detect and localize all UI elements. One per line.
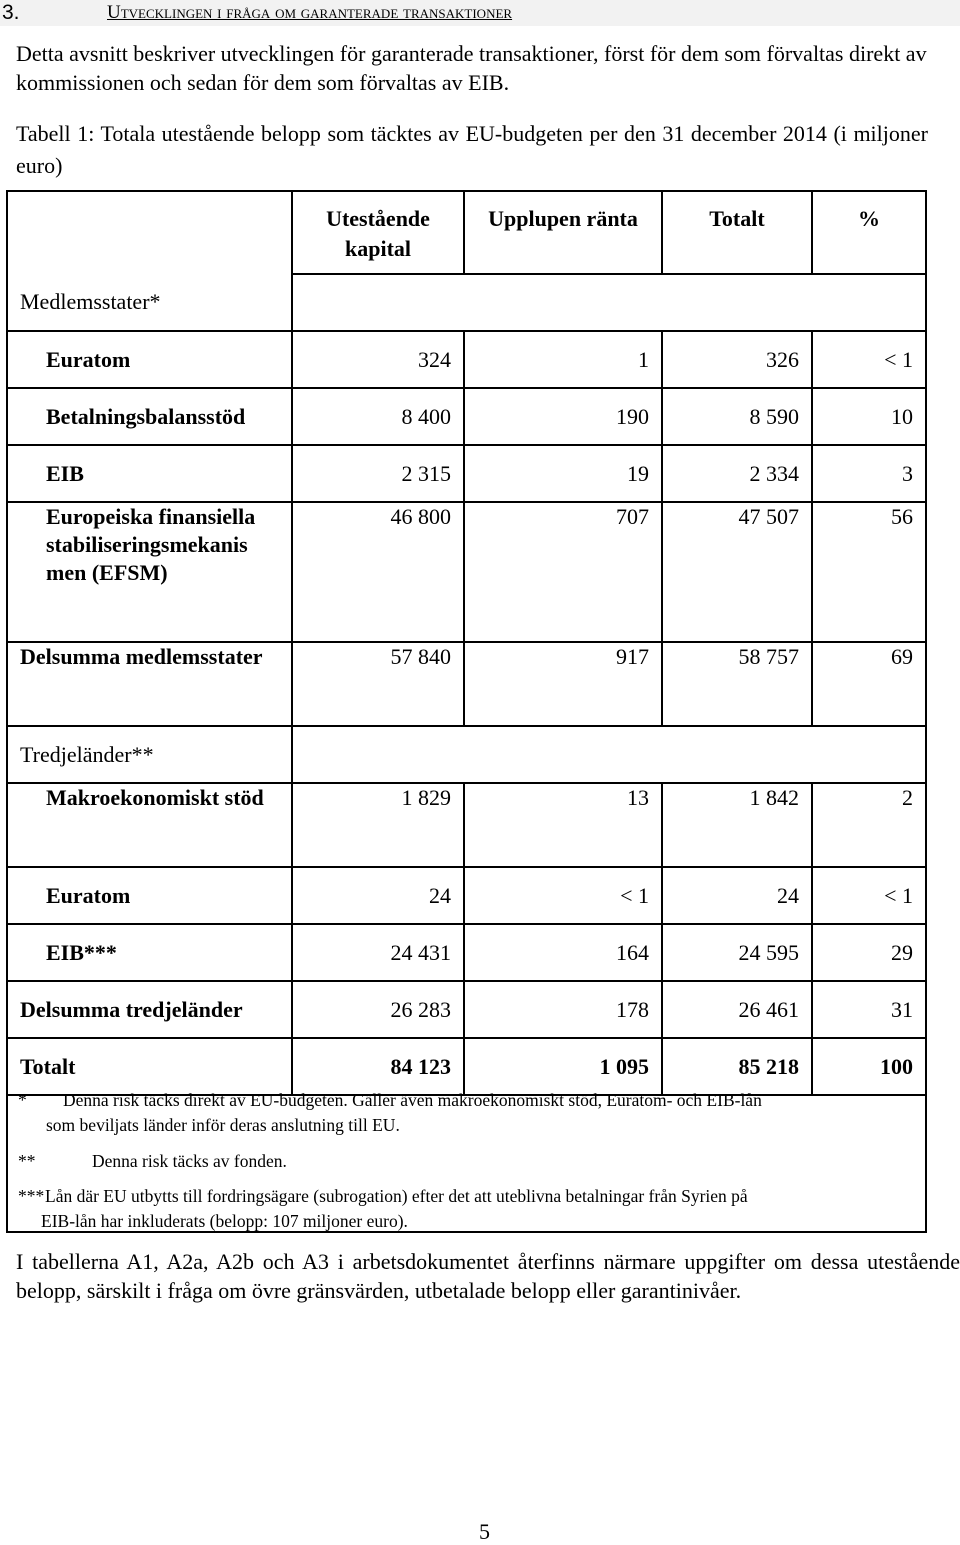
row-label: EIB (7, 445, 292, 502)
cell-capital: 8 400 (292, 388, 464, 445)
cell-interest: < 1 (464, 867, 662, 924)
row-label: Makroekonomiskt stöd (7, 783, 292, 867)
cell-total: 24 (662, 867, 812, 924)
cell-total: 85 218 (662, 1038, 812, 1095)
cell-percent: 56 (812, 502, 926, 642)
footnote-text: Lån där EU utbytts till fordringsägare (subrogation) efter det att uteblivna betalningar från Syrien på (45, 1186, 748, 1206)
cell-percent: 31 (812, 981, 926, 1038)
cell-percent: 3 (812, 445, 926, 502)
cell-capital: 24 (292, 867, 464, 924)
table-row (7, 502, 926, 642)
footnote-text: Denna risk täcks av fonden. (92, 1151, 287, 1171)
row-label: Euratom (7, 331, 292, 388)
group-row-third (7, 726, 926, 783)
cell-total: 24 595 (662, 924, 812, 981)
footnote-text: Denna risk täcks direkt av EU-budgeten. Gäller även makroekonomiskt stöd, Euratom- och EIB-lån (63, 1090, 762, 1110)
cell-interest: 13 (464, 783, 662, 867)
cell-percent: 29 (812, 924, 926, 981)
cell-percent: 69 (812, 642, 926, 726)
row-label: Delsumma medlemsstater (7, 642, 292, 726)
cell-interest: 707 (464, 502, 662, 642)
footnote-text-cont: som beviljats länder inför deras anslutning till EU. (46, 1115, 400, 1135)
section-number: 3. (2, 1, 20, 24)
cell-capital: 84 123 (292, 1038, 464, 1095)
header-interest: Upplupen ränta (464, 191, 662, 274)
cell-percent: < 1 (812, 867, 926, 924)
cell-total: 26 461 (662, 981, 812, 1038)
cell-total: 1 842 (662, 783, 812, 867)
cell-total: 8 590 (662, 388, 812, 445)
row-label: EIB*** (7, 924, 292, 981)
footnote-mark: ** (18, 1151, 36, 1171)
row-label: Delsumma tredjeländer (7, 981, 292, 1038)
cell-total: 58 757 (662, 642, 812, 726)
page-number: 5 (479, 1519, 490, 1544)
footnote-mark: *** (18, 1186, 45, 1206)
cell-percent: 10 (812, 388, 926, 445)
row-label: Euratom (7, 867, 292, 924)
cell-capital: 26 283 (292, 981, 464, 1038)
row-label: Totalt (7, 1038, 292, 1095)
row-label: Betalningsbalansstöd (7, 388, 292, 445)
header-percent: % (812, 191, 926, 274)
table-header-row (7, 191, 926, 274)
cell-percent: 2 (812, 783, 926, 867)
table-row (7, 867, 926, 924)
table-row (7, 445, 926, 502)
closing-paragraph: I tabellerna A1, A2a, A2b och A3 i arbetsdokumentet återfinns närmare uppgifter om dessa utestående belopp, särskilt i fråga om övre gränsvärden, utbetalade belopp eller garantinivåer. (16, 1249, 960, 1303)
intro-paragraph: Detta avsnitt beskriver utvecklingen för garanterade transaktioner, först för dem som förvaltas direkt av kommissionen och sedan för dem som förvaltas av EIB. (16, 41, 927, 95)
header-capital: Utestående kapital (292, 191, 464, 274)
cell-capital: 24 431 (292, 924, 464, 981)
table-row (7, 331, 926, 388)
cell-total: 326 (662, 331, 812, 388)
table-footnotes (6, 1076, 927, 1233)
row-label: Europeiska finansiella stabiliseringsmekanis men (EFSM) (7, 502, 292, 642)
cell-interest: 190 (464, 388, 662, 445)
cell-percent: 100 (812, 1038, 926, 1095)
cell-capital: 1 829 (292, 783, 464, 867)
cell-interest: 19 (464, 445, 662, 502)
cell-total: 47 507 (662, 502, 812, 642)
group-row-members (7, 274, 926, 331)
header-total: Totalt (662, 191, 812, 274)
cell-capital: 324 (292, 331, 464, 388)
table-row (7, 783, 926, 867)
subtotal-row-third (7, 981, 926, 1038)
cell-interest: 917 (464, 642, 662, 726)
table-row (7, 388, 926, 445)
cell-interest: 178 (464, 981, 662, 1038)
cell-percent: < 1 (812, 331, 926, 388)
cell-interest: 1 095 (464, 1038, 662, 1095)
cell-interest: 1 (464, 331, 662, 388)
cell-interest: 164 (464, 924, 662, 981)
section-heading (0, 0, 960, 26)
guarantee-table (6, 190, 927, 1096)
table-row (7, 924, 926, 981)
group-label-third: Tredjeländer** (7, 726, 292, 783)
cell-capital: 57 840 (292, 642, 464, 726)
cell-capital: 46 800 (292, 502, 464, 642)
header-empty (7, 191, 292, 274)
footnote-text-cont: EIB-lån har inkluderats (belopp: 107 miljoner euro). (41, 1211, 408, 1231)
subtotal-row-members (7, 642, 926, 726)
group-label-members: Medlemsstater* (7, 274, 292, 331)
section-title: Utvecklingen i fråga om garanterade transaktioner (107, 2, 513, 23)
cell-total: 2 334 (662, 445, 812, 502)
table-caption: Tabell 1: Totala utestående belopp som täcktes av EU-budgeten per den 31 december 2014 (i miljoner euro) (16, 121, 928, 178)
cell-capital: 2 315 (292, 445, 464, 502)
footnote-mark: * (18, 1090, 27, 1110)
